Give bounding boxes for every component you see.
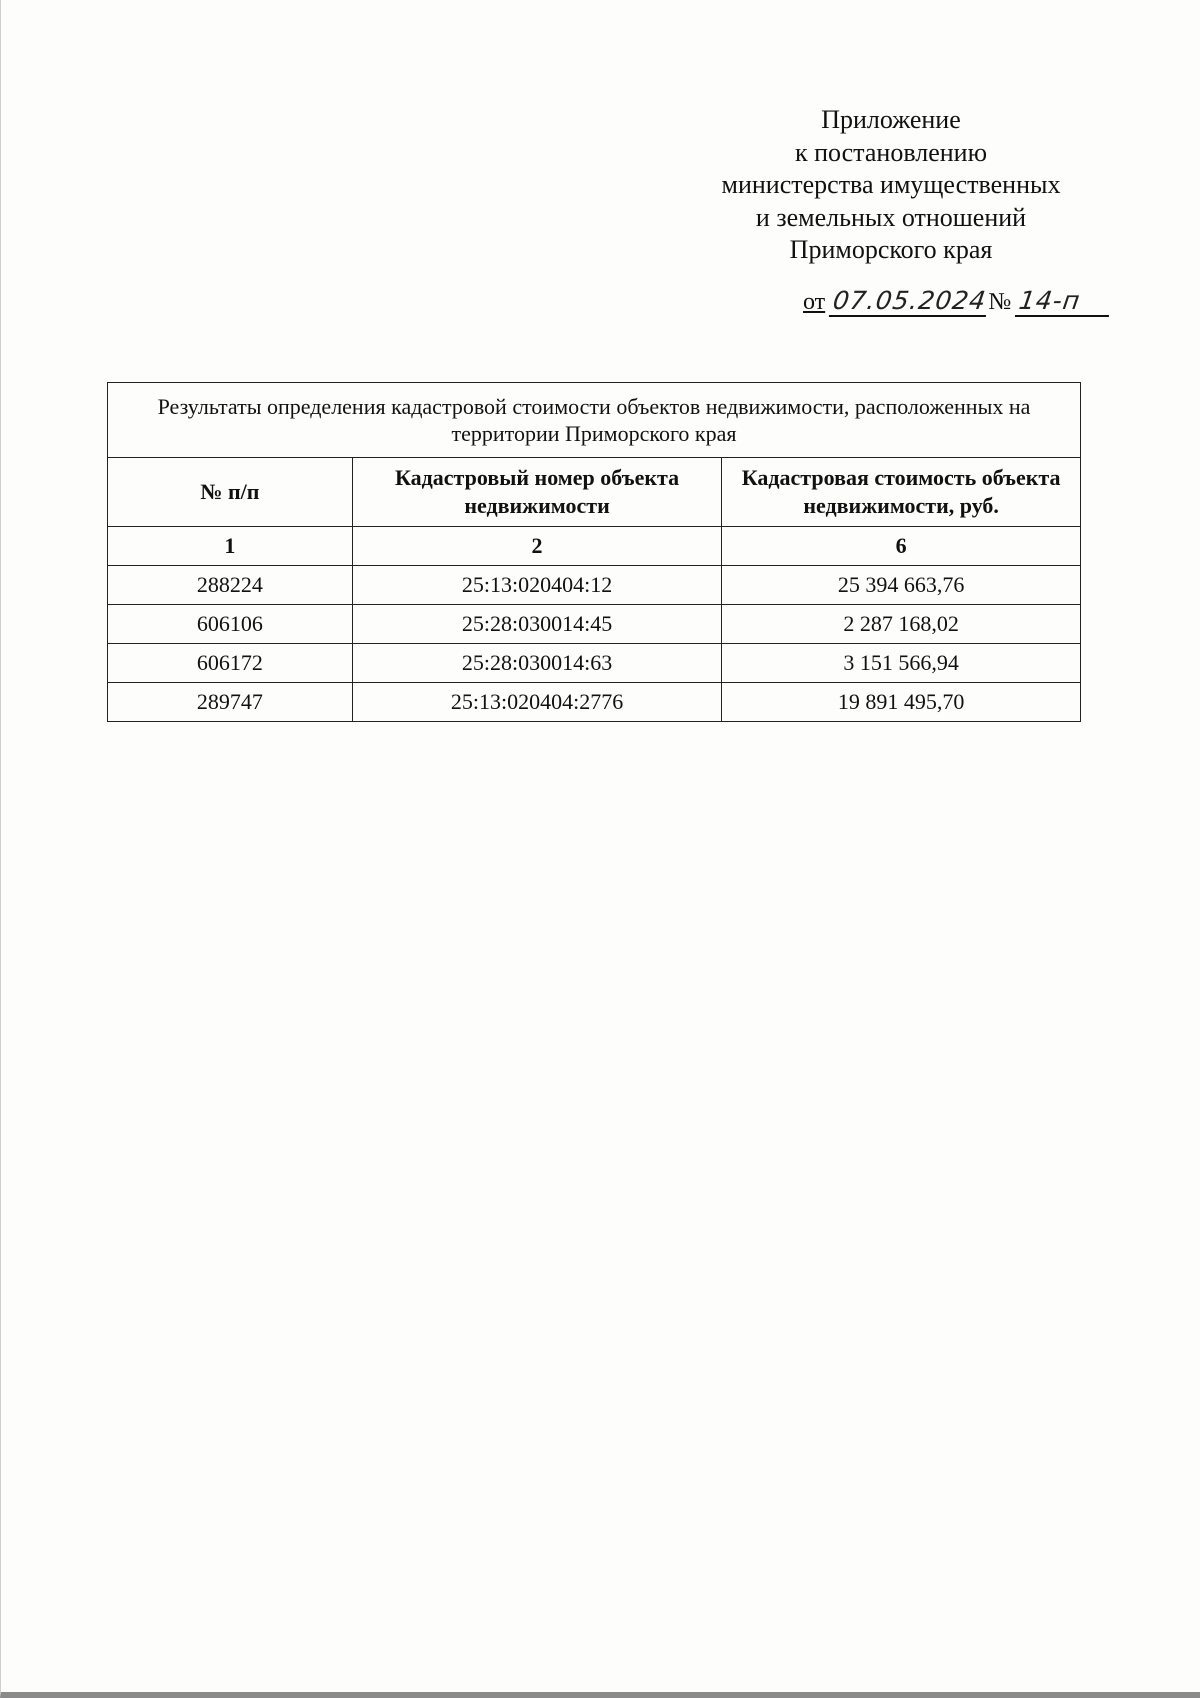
table-row	[108, 605, 1081, 644]
column-number-row	[108, 527, 1081, 566]
table-header-row	[108, 458, 1081, 527]
from-label: от	[803, 289, 826, 315]
cadastral-value: 25 394 663,76	[722, 566, 1081, 605]
appendix-header	[681, 104, 1101, 267]
column-number: 6	[722, 527, 1081, 566]
appendix-line: Приложение	[821, 105, 961, 134]
number-label: №	[988, 289, 1012, 315]
table-title-row	[108, 383, 1081, 458]
column-number: 2	[352, 527, 721, 566]
table-title: Результаты определения кадастровой стоимости объектов недвижимости, расположенных на территории Приморского края	[108, 383, 1081, 458]
handwritten-date: 07.05.2024	[829, 286, 990, 317]
table-row	[108, 683, 1081, 722]
resolution-reference	[803, 286, 1111, 317]
column-header-cadastral-number: Кадастровый номер объекта недвижимости	[352, 458, 721, 527]
column-header-cadastral-value: Кадастровая стоимость объекта недвижимости, руб.	[722, 458, 1081, 527]
row-number: 606172	[108, 644, 353, 683]
appendix-line: к постановлению	[794, 137, 988, 167]
handwritten-number: 14-п	[1015, 286, 1113, 317]
appendix-line: министерства имущественных	[721, 170, 1061, 199]
cadastral-number: 25:28:030014:45	[352, 605, 721, 644]
cadastral-number: 25:28:030014:63	[352, 644, 721, 683]
cadastral-results-table	[107, 382, 1081, 722]
cadastral-number: 25:13:020404:12	[352, 566, 721, 605]
appendix-line: и земельных отношений	[755, 202, 1027, 232]
row-number: 289747	[108, 683, 353, 722]
cadastral-value: 19 891 495,70	[722, 683, 1081, 722]
column-header-number: № п/п	[108, 458, 353, 527]
cadastral-value: 3 151 566,94	[722, 644, 1081, 683]
row-number: 288224	[108, 566, 353, 605]
appendix-line: Приморского края	[789, 235, 993, 264]
column-number: 1	[108, 527, 353, 566]
cadastral-number: 25:13:020404:2776	[352, 683, 721, 722]
cadastral-value: 2 287 168,02	[722, 605, 1081, 644]
row-number: 606106	[108, 605, 353, 644]
table-row	[108, 644, 1081, 683]
table-row	[108, 566, 1081, 605]
